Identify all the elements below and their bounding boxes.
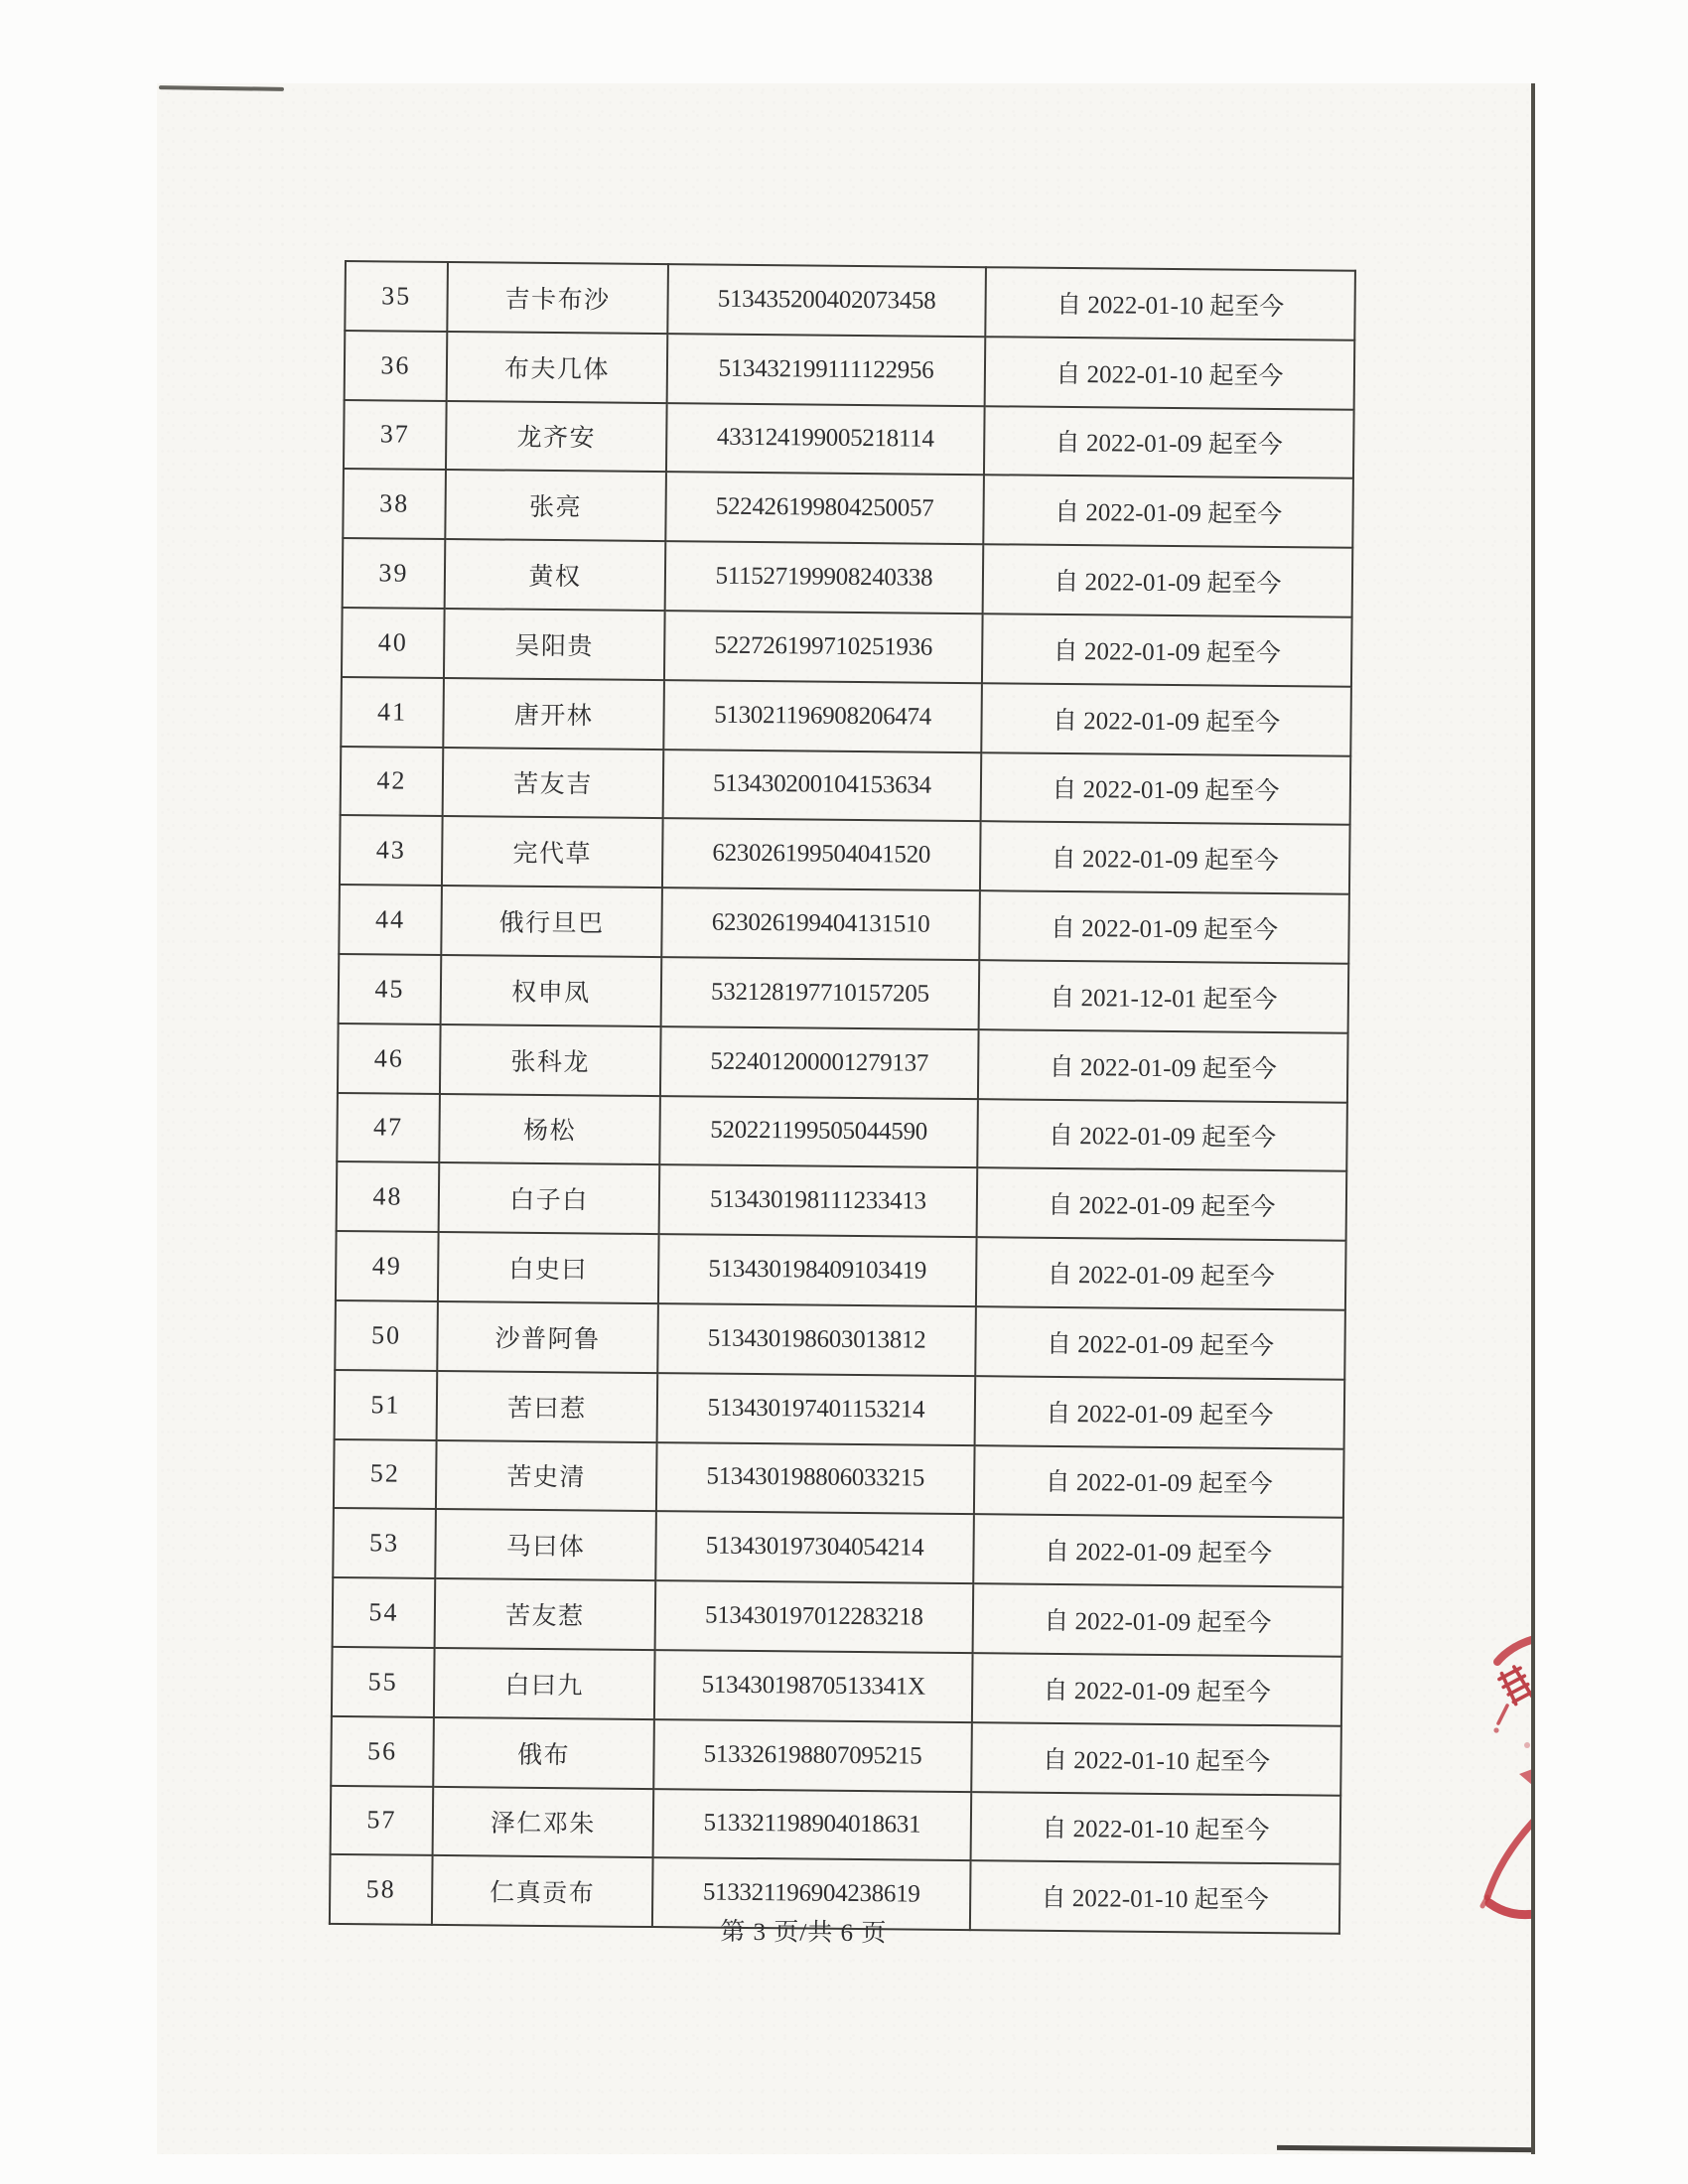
name-cell: 白史曰 <box>438 1232 659 1303</box>
period-cell: 自 2022-01-09 起至今 <box>974 1445 1344 1518</box>
row-number-cell: 49 <box>336 1231 439 1301</box>
period-cell: 自 2022-01-09 起至今 <box>975 1306 1345 1379</box>
row-number-cell: 35 <box>345 261 448 332</box>
table-row <box>331 1785 1341 1864</box>
name-cell: 白子白 <box>439 1162 660 1234</box>
period-cell: 自 2022-01-09 起至今 <box>980 822 1350 894</box>
table-row <box>339 954 1349 1033</box>
name-cell: 俄布 <box>433 1717 654 1789</box>
name-cell: 仁真贡布 <box>432 1855 653 1927</box>
table-row <box>344 400 1354 479</box>
table-row <box>334 1439 1344 1519</box>
name-cell: 白曰九 <box>434 1648 655 1719</box>
row-number-cell: 55 <box>332 1647 435 1717</box>
id-number-cell: 513430197012283218 <box>655 1580 974 1653</box>
row-number-cell: 46 <box>338 1024 441 1094</box>
table-row <box>342 608 1352 687</box>
table-row <box>343 469 1353 548</box>
name-cell: 苦友惹 <box>435 1578 656 1650</box>
id-number-cell: 513430198409103419 <box>658 1234 977 1306</box>
table-row <box>331 1716 1341 1796</box>
table-row <box>338 1024 1348 1103</box>
row-number-cell: 38 <box>343 469 446 539</box>
period-cell: 自 2022-01-09 起至今 <box>983 476 1353 548</box>
name-cell: 马曰体 <box>435 1509 656 1580</box>
id-number-cell: 513432199111122956 <box>667 334 986 406</box>
name-cell: 完代草 <box>442 816 663 887</box>
name-cell: 黄权 <box>445 539 666 611</box>
period-cell: 自 2022-01-09 起至今 <box>972 1653 1342 1725</box>
period-cell: 自 2022-01-09 起至今 <box>983 544 1353 616</box>
period-cell: 自 2022-01-09 起至今 <box>977 1168 1347 1241</box>
id-number-cell: 513430197401153214 <box>657 1373 976 1445</box>
row-number-cell: 50 <box>335 1300 438 1371</box>
period-cell: 自 2022-01-09 起至今 <box>976 1237 1346 1309</box>
name-cell: 唐开林 <box>443 678 664 750</box>
id-number-cell: 511527199908240338 <box>665 541 984 614</box>
name-cell: 苦友吉 <box>443 748 664 819</box>
table-row <box>339 885 1349 964</box>
name-cell: 杨松 <box>439 1094 660 1165</box>
name-cell: 张科龙 <box>440 1024 661 1096</box>
row-number-cell: 44 <box>339 885 442 955</box>
period-cell: 自 2022-01-09 起至今 <box>975 1376 1345 1448</box>
id-number-cell: 513321198904018631 <box>653 1789 972 1861</box>
period-cell: 自 2022-01-10 起至今 <box>985 267 1355 340</box>
period-cell: 自 2022-01-09 起至今 <box>979 890 1349 963</box>
row-number-cell: 56 <box>331 1716 434 1787</box>
row-number-cell: 41 <box>341 677 444 748</box>
id-number-cell: 513430197304054214 <box>655 1511 974 1583</box>
period-cell: 自 2022-01-09 起至今 <box>982 614 1352 686</box>
id-number-cell: 513435200402073458 <box>667 264 986 337</box>
row-number-cell: 58 <box>330 1854 433 1925</box>
table-row <box>337 1161 1347 1241</box>
table-row <box>336 1231 1346 1310</box>
period-cell: 自 2022-01-09 起至今 <box>978 1029 1348 1102</box>
table-row <box>343 538 1353 617</box>
table-row <box>332 1647 1342 1726</box>
id-number-cell: 513430198111233413 <box>659 1164 978 1237</box>
row-number-cell: 51 <box>335 1370 438 1440</box>
row-number-cell: 48 <box>337 1161 440 1232</box>
table-row <box>335 1300 1345 1380</box>
table-row <box>337 1093 1347 1172</box>
id-number-cell: 513430200104153634 <box>663 750 982 822</box>
row-number-cell: 53 <box>333 1508 436 1578</box>
table-row <box>345 261 1355 341</box>
period-cell: 自 2021-12-01 起至今 <box>979 960 1349 1032</box>
row-number-cell: 42 <box>341 747 444 817</box>
table-row <box>345 331 1355 410</box>
name-cell: 权申凤 <box>441 955 662 1026</box>
id-number-cell: 623026199504041520 <box>662 818 981 890</box>
period-cell: 自 2022-01-09 起至今 <box>981 752 1351 825</box>
row-number-cell: 54 <box>333 1577 436 1648</box>
table-row <box>341 677 1351 756</box>
id-number-cell: 532128197710157205 <box>661 957 980 1029</box>
name-cell: 布夫几体 <box>447 332 668 403</box>
id-number-cell: 513430198603013812 <box>657 1303 976 1376</box>
table-row <box>340 815 1350 894</box>
period-cell: 自 2022-01-10 起至今 <box>971 1792 1341 1864</box>
name-cell: 张亮 <box>445 470 666 541</box>
name-cell: 泽仁邓朱 <box>433 1786 654 1857</box>
row-number-cell: 47 <box>337 1093 440 1163</box>
id-number-cell: 520221199505044590 <box>659 1096 978 1168</box>
table-row <box>333 1577 1343 1657</box>
name-cell: 苦史清 <box>436 1439 657 1511</box>
name-cell: 龙齐安 <box>446 401 667 473</box>
period-cell: 自 2022-01-09 起至今 <box>973 1514 1343 1586</box>
period-cell: 自 2022-01-10 起至今 <box>971 1722 1341 1795</box>
document-content <box>157 83 1533 2154</box>
table-row <box>335 1370 1345 1449</box>
row-number-cell: 45 <box>339 954 442 1024</box>
name-cell: 吉卡布沙 <box>447 262 668 334</box>
id-number-cell: 513430198806033215 <box>656 1442 975 1515</box>
period-cell: 自 2022-01-09 起至今 <box>984 406 1354 478</box>
row-number-cell: 37 <box>344 400 447 471</box>
id-number-cell: 522426199804250057 <box>665 473 984 545</box>
name-cell: 沙普阿鲁 <box>437 1301 658 1373</box>
official-seal-stamp-partial-icon <box>1477 1628 1535 1926</box>
row-number-cell: 52 <box>334 1439 437 1510</box>
paper-sheet <box>157 83 1535 2154</box>
id-number-cell: 623026199404131510 <box>661 887 980 960</box>
id-number-cell: 51343019870513341X <box>654 1650 973 1722</box>
name-cell: 苦曰惹 <box>437 1371 658 1442</box>
period-cell: 自 2022-01-09 起至今 <box>973 1583 1343 1656</box>
row-number-cell: 39 <box>343 538 446 609</box>
row-number-cell: 36 <box>345 331 448 401</box>
page-number-footer: 第 3 页/共 6 页 <box>720 1918 888 1948</box>
period-cell: 自 2022-01-10 起至今 <box>970 1860 1340 1933</box>
period-cell: 自 2022-01-09 起至今 <box>977 1099 1347 1171</box>
table-row <box>333 1508 1343 1587</box>
row-number-cell: 57 <box>331 1785 434 1855</box>
roster-table <box>329 260 1356 1935</box>
name-cell: 吴阳贵 <box>444 609 665 680</box>
name-cell: 俄行旦巴 <box>441 886 662 957</box>
id-number-cell: 522726199710251936 <box>664 611 983 683</box>
row-number-cell: 40 <box>342 608 445 678</box>
period-cell: 自 2022-01-10 起至今 <box>985 337 1355 409</box>
id-number-cell: 522401200001279137 <box>660 1026 979 1099</box>
table-row <box>341 747 1351 826</box>
id-number-cell: 513021196908206474 <box>663 680 982 752</box>
id-number-cell: 513321196904238619 <box>652 1857 971 1930</box>
row-number-cell: 43 <box>340 815 443 886</box>
id-number-cell: 433124199005218114 <box>666 403 985 476</box>
period-cell: 自 2022-01-09 起至今 <box>981 683 1351 755</box>
id-number-cell: 513326198807095215 <box>653 1719 972 1792</box>
